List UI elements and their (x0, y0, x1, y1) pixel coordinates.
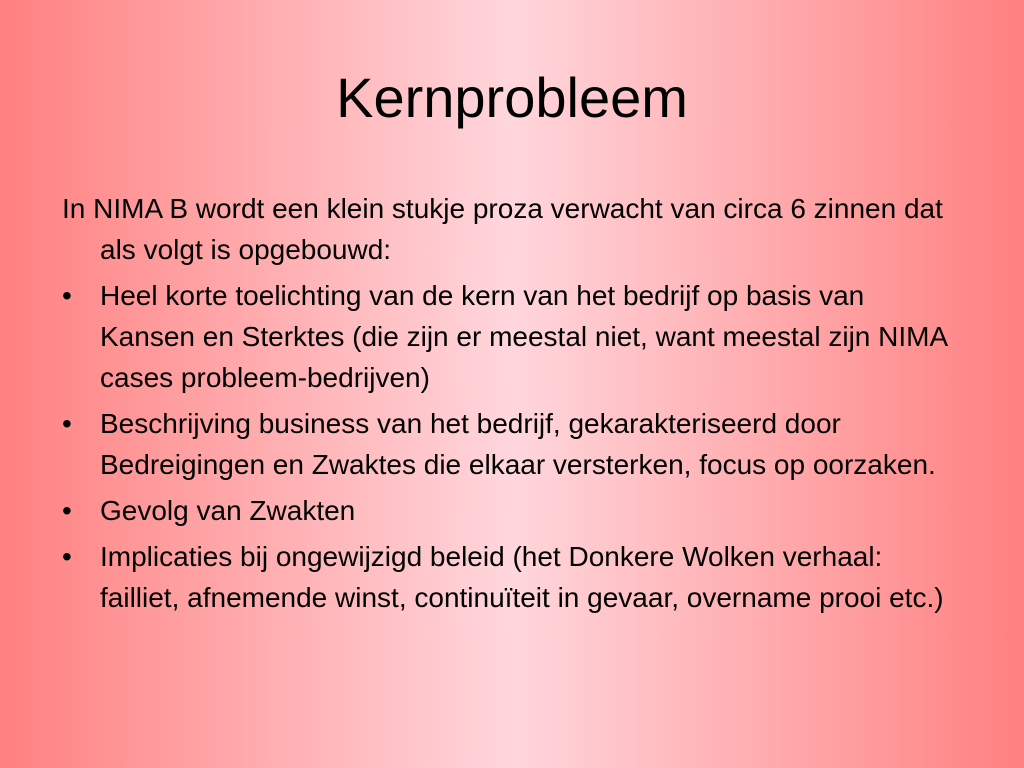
bullet-item (62, 403, 962, 485)
slide-title: Kernprobleem (336, 66, 688, 129)
bullet-text: Implicaties bij ongewijzigd beleid (het Donkere Wolken verhaal: failliet, afnemende winst, continuïteit in gevaar, overname prooi etc.) (100, 541, 944, 613)
bullet-icon: • (62, 495, 72, 526)
bullet-item (62, 275, 962, 398)
bullet-text: Beschrijving business van het bedrijf, gekarakteriseerd door Bedreigingen en Zwaktes die elkaar versterken, focus op oorzaken. (100, 408, 936, 480)
bullet-text: Heel korte toelichting van de kern van het bedrijf op basis van Kansen en Sterktes (die zijn er meestal niet, want meestal zijn NIMA cases probleem-bedrijven) (100, 280, 947, 393)
bullet-item (62, 490, 962, 531)
bullet-text: Gevolg van Zwakten (100, 495, 356, 526)
bullet-icon: • (62, 408, 72, 439)
bullet-list (62, 275, 962, 618)
bullet-icon: • (62, 280, 72, 311)
bullet-item (62, 536, 962, 618)
slide-content (62, 188, 962, 623)
intro-text: In NIMA B wordt een klein stukje proza verwacht van circa 6 zinnen dat als volgt is opgebouwd: (62, 193, 943, 265)
bullet-icon: • (62, 541, 72, 572)
